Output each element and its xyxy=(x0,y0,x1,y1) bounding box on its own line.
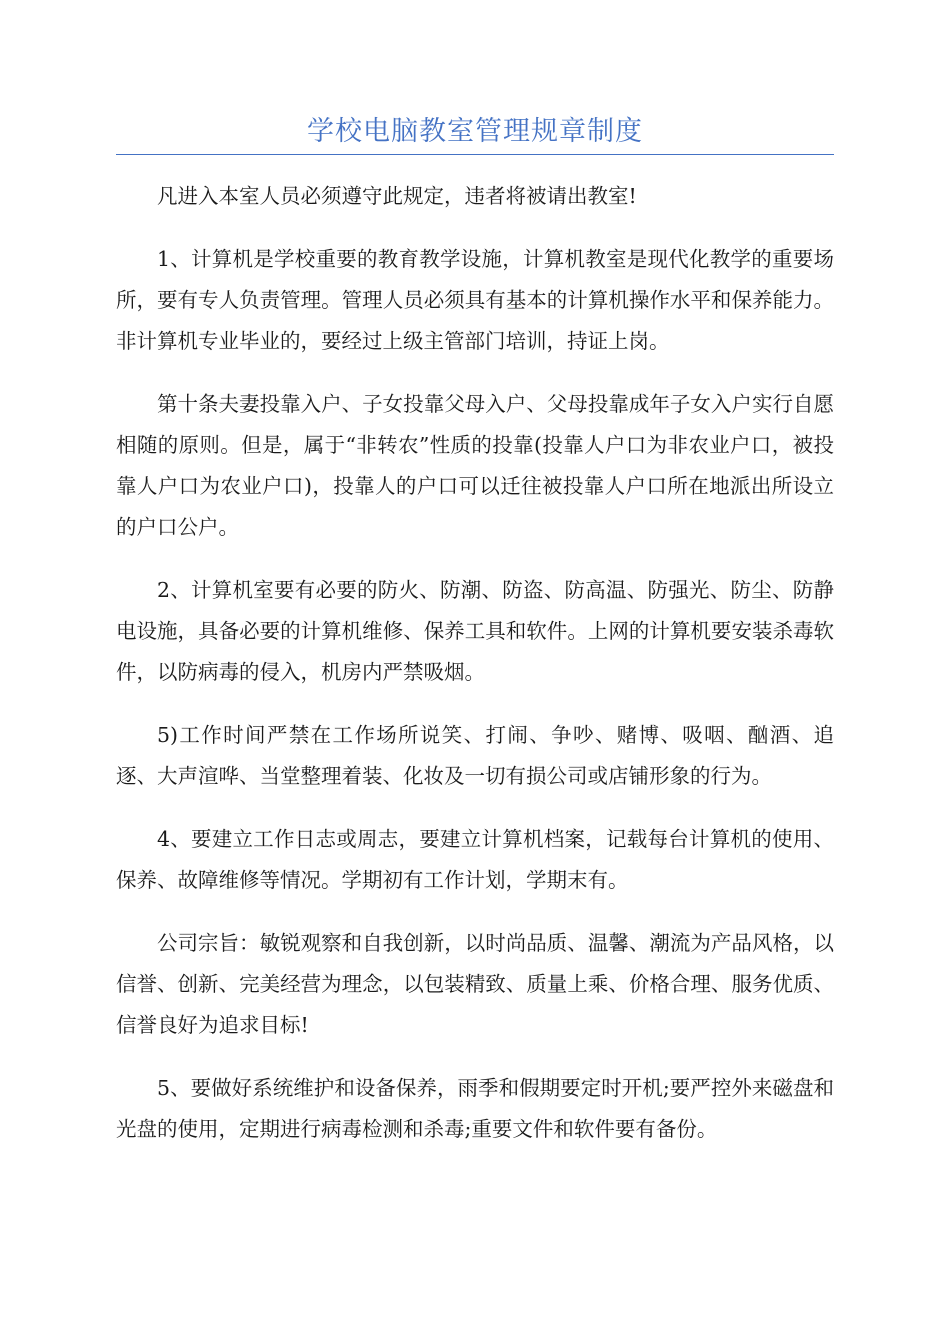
paragraph-rule-4: 4、要建立工作日志或周志，要建立计算机档案，记载每台计算机的使用、保养、故障维修等情况。学期初有工作计划，学期末有。 xyxy=(116,827,834,892)
paragraph-intro: 凡进入本室人员必须遵守此规定，违者将被请出教室! xyxy=(157,184,637,208)
paragraph-article-10: 第十条夫妻投靠入户、子女投靠父母入户、父母投靠成年子女入户实行自愿相随的原则。但是，属于“非转农”性质的投靠(投靠人户口为非农业户口，被投靠人户口为农业户口)，投靠人的户口可以迁往被投靠人户口所在地派出所设立的户口公户。 xyxy=(116,392,834,539)
paragraph-rule-5-conduct: 5)工作时间严禁在工作场所说笑、打闹、争吵、赌博、吸咽、酗酒、追逐、大声渲哗、当堂整理着装、化妆及一切有损公司或店铺形象的行为。 xyxy=(116,723,834,788)
paragraph-rule-5-maintenance: 5、要做好系统维护和设备保养，雨季和假期要定时开机;要严控外来磁盘和光盘的使用，定期进行病毒检测和杀毒;重要文件和软件要有备份。 xyxy=(116,1076,834,1141)
page-title: 学校电脑教室管理规章制度 xyxy=(307,116,643,147)
paragraph-company-mission: 公司宗旨：敏锐观察和自我创新，以时尚品质、温馨、潮流为产品风格，以信誉、创新、完美经营为理念，以包装精致、质量上乘、价格合理、服务优质、信誉良好为追求目标! xyxy=(116,931,834,1037)
paragraph-rule-2: 2、计算机室要有必要的防火、防潮、防盗、防高温、防强光、防尘、防静电设施，具备必要的计算机维修、保养工具和软件。上网的计算机要安装杀毒软件，以防病毒的侵入，机房内严禁吸烟。 xyxy=(116,578,834,684)
title-underline xyxy=(116,154,834,155)
document-body xyxy=(116,176,834,1172)
paragraph-rule-1: 1、计算机是学校重要的教育教学设施，计算机教室是现代化教学的重要场所，要有专人负责管理。管理人员必须具有基本的计算机操作水平和保养能力。非计算机专业毕业的，要经过上级主管部门培训，持证上岗。 xyxy=(116,247,834,353)
